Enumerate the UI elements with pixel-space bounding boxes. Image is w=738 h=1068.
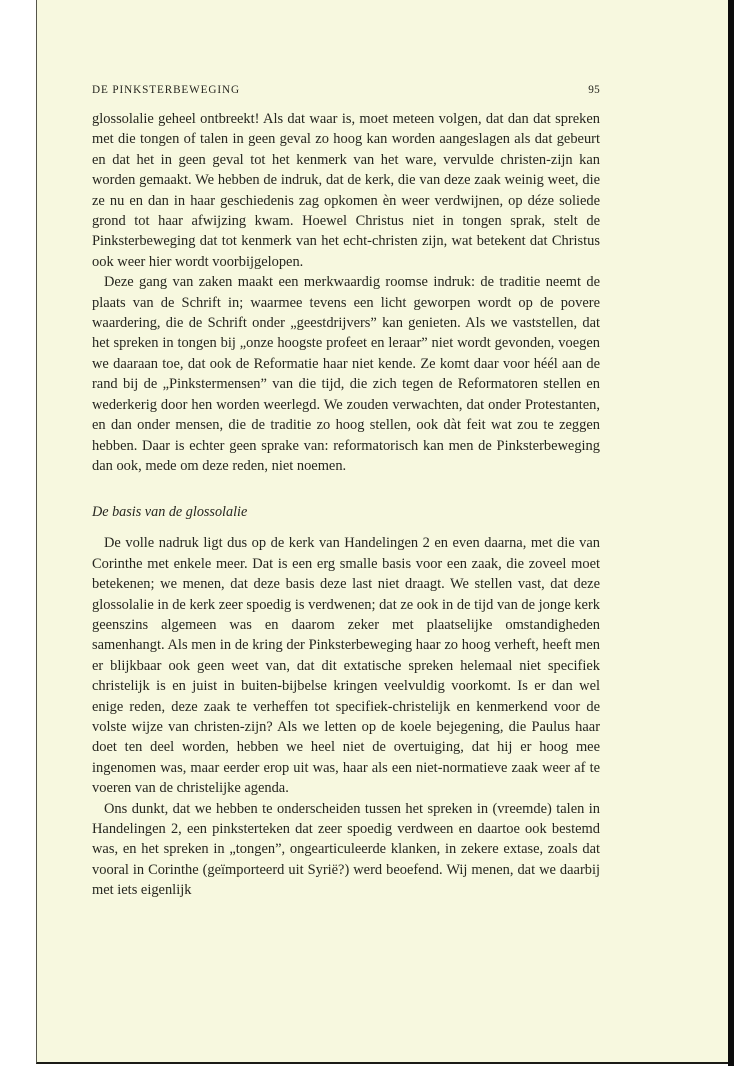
body-text (92, 109, 600, 901)
paragraph: Deze gang van zaken maakt een merkwaardig roomse indruk: de traditie neemt de plaats van de Schrift in; waarmee tevens een licht geworpen wordt op de povere waardering, die de Schrift onder „geestdrijvers” kan genieten. Als we vaststellen, dat het spreken in tongen bij „onze hoogste profeet en leraar” niet wordt gevonden, voegen we daaraan toe, dat ook de Reformatie haar niet kende. Ze komt daar voor héél aan de rand bij de „Pinkstermensen” van die tijd, die zich tegen de Reformatoren stellen en wederkerig door hen worden weerlegd. We zouden verwachten, dat onder Protestanten, en dan onder mensen, die de traditie zo hoog stellen, ook dàt feit wat zou te zeggen hebben. Daar is echter geen sprake van: reformatorisch kan men de Pinksterbeweging dan ook, mede om deze reden, niet noemen. (92, 274, 600, 474)
page-number: 95 (588, 84, 600, 96)
scan-edge-shadow (728, 0, 734, 1066)
running-head-title: DE PINKSTERBEWEGING (92, 84, 240, 96)
paragraph-continued: glossolalie geheel ontbreekt! Als dat waar is, moet meteen volgen, dat dan dat spreken met die tongen of talen in geen geval zo hoog kan worden aangeslagen als dat gebeurt en dat het in geen geval tot het kenmerk van het ware, vervulde christen-zijn kan worden gemaakt. We hebben de indruk, dat de kerk, die van deze zaak weinig weet, die ze nu en dan in haar geschiedenis zag opkomen èn weer verdwijnen, op déze soliede grond tot haar afwijzing kwam. Hoewel Christus niet in tongen sprak, stelt de Pinksterbeweging dat tot kenmerk van het echt-christen zijn, wat betekent dat Christus ook weer hier wordt voorbijgelopen. (92, 111, 600, 270)
paragraph: Ons dunkt, dat we hebben te onderscheiden tussen het spreken in (vreemde) talen in Handelingen 2, een pinksterteken dat zeer spoedig verdween en daartoe ook bestemd was, en het spreken in „tongen”, ongearticuleerde klanken, in zekere extase, zoals dat vooral in Corinthe (geïmporteerd uit Syrië?) werd beoefend. Wij menen, dat we daarbij met iets eigenlijk (92, 800, 600, 899)
running-head (92, 84, 600, 96)
section-heading: De basis van de glossolalie (92, 504, 248, 521)
page-body (92, 84, 600, 901)
paragraph: De volle nadruk ligt dus op de kerk van Handelingen 2 en even daarna, met die van Corinthe met enkele meer. Dat is een erg smalle basis voor een zaak, die zoveel moet betekenen; we menen, dat deze basis deze last niet draagt. We stellen vast, dat deze glossolalie in de kerk zeer spoedig is verdwenen; dat ze ook in de tijd van de jonge kerk geenszins algemeen was en daarom zeker met plaatselijke omstandigheden samenhangt. Als men in de kring der Pinksterbeweging haar zo hoog verheft, heeft men er blijkbaar ook geen weet van, dat dit extatische spreken helemaal niet specifiek christelijk is en juist in buiten-bijbelse kringen veelvuldig voorkomt. Is er dan wel enige reden, deze zaak te verheffen tot specifiek-christelijk en kenmerkend voor de volste wijze van christen-zijn? Als we letten op de koele bejegening, die Paulus haar doet ten deel worden, hebben we heel niet de overtuiging, dat hij er hoog mee ingenomen was, maar eerder erop uit was, haar als een niet-normatieve zaak weer af te voeren van de christelijke agenda. (92, 535, 600, 797)
